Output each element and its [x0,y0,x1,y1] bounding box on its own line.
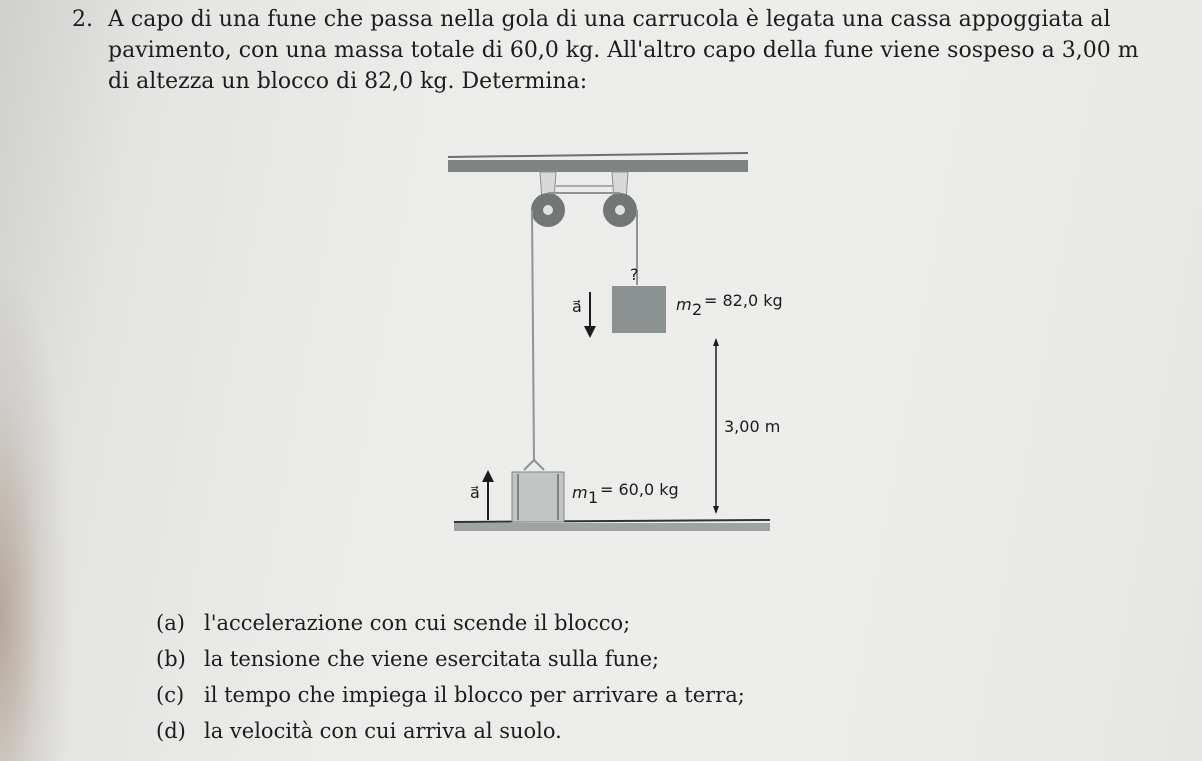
m2-value: = 82,0 kg [704,291,783,310]
accel-arrow-down-head [584,326,596,338]
accel-arrow-up-head [482,470,494,482]
m2-symbol: m [676,295,692,314]
problem-line-2: pavimento, con una massa totale di 60,0 kg. All'altro capo della fune viene sospeso a 3,00 m [108,38,1139,63]
height-arrow-bottom [713,506,719,514]
problem-line-1: A capo di una fune che passa nella gola di una carrucola è legata una cassa appoggiata al [108,7,1111,32]
question-mark: ? [630,265,639,284]
accel-label-top: a⃗ [572,297,582,316]
m1-subscript: 1 [588,488,599,507]
question-list [156,605,745,749]
question-item [156,641,745,677]
question-label: (b) [156,647,186,671]
question-label: (d) [156,719,186,743]
question-label: (a) [156,611,185,635]
m2-subscript: 2 [692,300,703,319]
problem-number: 2. [72,7,93,32]
question-text: il tempo che impiega il blocco per arrivare a terra; [204,683,745,707]
finger-shadow [0,280,70,761]
question-item [156,677,745,713]
question-label: (c) [156,683,185,707]
ceiling-beam [448,160,748,172]
m1-symbol: m [572,483,588,502]
left-rope [532,210,534,462]
left-pulley-hub [543,205,553,215]
m1-value: = 60,0 kg [600,480,679,499]
ceiling-line [448,153,748,157]
floor-line [454,520,770,522]
pulley-diagram-svg [430,140,790,560]
question-text: la velocità con cui arriva al suolo. [204,719,562,743]
question-text: la tensione che viene esercitata sulla fune; [204,647,660,671]
pulley-diagram [430,140,790,560]
question-item [156,605,745,641]
problem-line-3: di altezza un blocco di 82,0 kg. Determina: [108,69,588,94]
height-arrow-top [713,338,719,346]
question-item [156,713,745,749]
height-label: 3,00 m [724,417,781,436]
accel-label-bottom: a⃗ [470,483,480,502]
crate-m1 [512,472,564,522]
floor-shade [454,523,770,531]
block-m2 [612,286,666,333]
right-pulley-hub [615,205,625,215]
question-text: l'accelerazione con cui scende il blocco; [204,611,631,635]
